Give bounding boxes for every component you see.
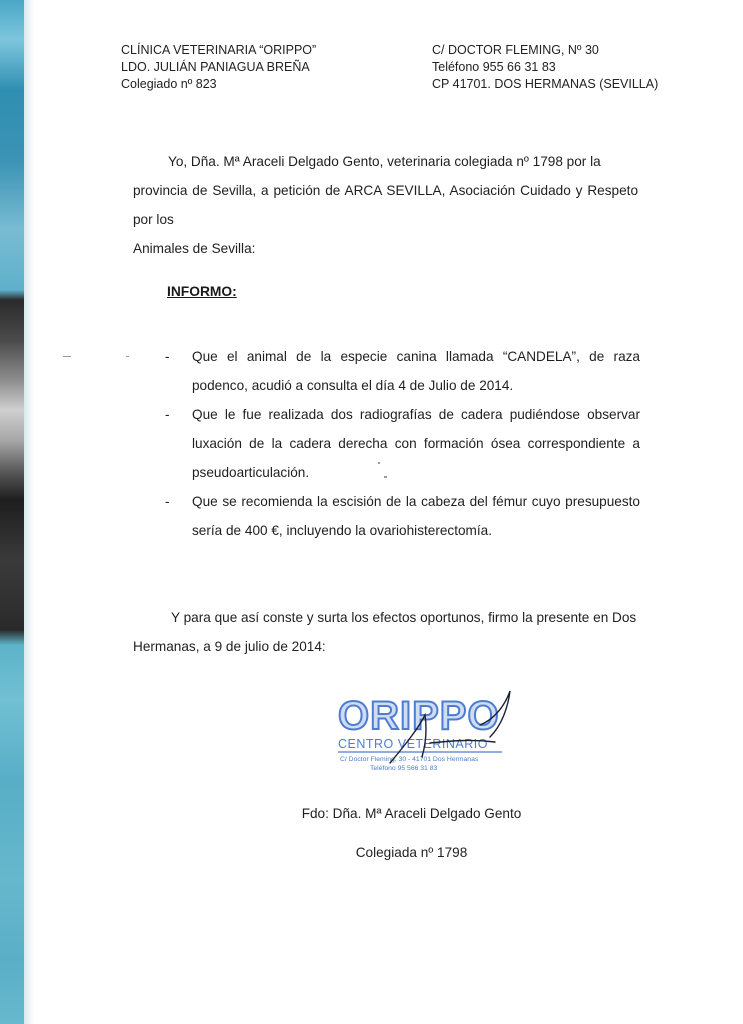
address-phone: Teléfono 955 66 31 83 [432, 60, 556, 74]
item-dash: - [165, 407, 170, 422]
signer-name: Fdo: Dña. Mª Araceli Delgado Gento [301, 806, 522, 821]
clinic-name: CLÍNICA VETERINARIA “ORIPPO” [121, 43, 317, 57]
closing-paragraph [133, 603, 644, 661]
stamp-phone: Teléfono 95 566 31 83 [370, 765, 438, 772]
closing-line-1: Y para que así conste y surta los efectos oportunos, firmo la presente en Dos [171, 610, 637, 625]
scan-edge-shadow [24, 0, 34, 1024]
stamp-address: C/ Doctor Fleming, 30 - 41701 Dos Hermanas [340, 756, 479, 763]
signer-registration: Colegiada nº 1798 [355, 845, 468, 860]
item-dash: - [165, 494, 170, 509]
stamp-subtitle: CENTRO VETERINARIO [338, 737, 488, 751]
clinic-owner: LDO. JULIÁN PANIAGUA BREÑA [121, 60, 310, 74]
intro-paragraph [133, 147, 638, 263]
address-street: C/ DOCTOR FLEMING, Nº 30 [432, 43, 599, 57]
item-text: Que el animal de la especie canina llamada “CANDELA”, de raza podenco, acudió a consulta el día 4 de Julio de 2014. [192, 349, 640, 393]
report-item [165, 342, 640, 400]
address-city: CP 41701. DOS HERMANAS (SEVILLA) [432, 77, 659, 91]
scan-speck [384, 476, 387, 478]
stamp-graphic [330, 685, 530, 780]
scan-speck [63, 356, 71, 357]
report-items [165, 342, 640, 545]
closing-line-2: Hermanas, a 9 de julio de 2014: [133, 639, 326, 654]
report-item [165, 487, 640, 545]
clinic-stamp [330, 685, 530, 780]
scan-speck [378, 462, 380, 464]
intro-line-3: Animales de Sevilla: [133, 241, 256, 256]
item-dash: - [165, 349, 170, 364]
report-item [165, 400, 640, 487]
clinic-header [121, 42, 316, 93]
item-text: Que se recomienda la escisión de la cabeza del fémur cuyo presupuesto sería de 400 €, incluyendo la ovariohisterectomía. [192, 494, 640, 538]
report-heading: INFORMO: [167, 284, 237, 299]
intro-line-1: Yo, Dña. Mª Araceli Delgado Gento, veterinaria colegiada nº 1798 por la [168, 154, 601, 169]
scan-edge-strip [0, 0, 24, 1024]
scan-speck [126, 356, 129, 357]
stamp-brand: ORIPPO [338, 694, 500, 738]
intro-line-2: provincia de Sevilla, a petición de ARCA SEVILLA, Asociación Cuidado y Respeto por los [133, 183, 638, 227]
clinic-address [432, 42, 658, 93]
item-text: Que le fue realizada dos radiografías de cadera pudiéndose observar luxación de la cadera derecha con formación ósea correspondiente a pseudoarticulación. [192, 407, 640, 480]
clinic-registration: Colegiado nº 823 [121, 77, 217, 91]
